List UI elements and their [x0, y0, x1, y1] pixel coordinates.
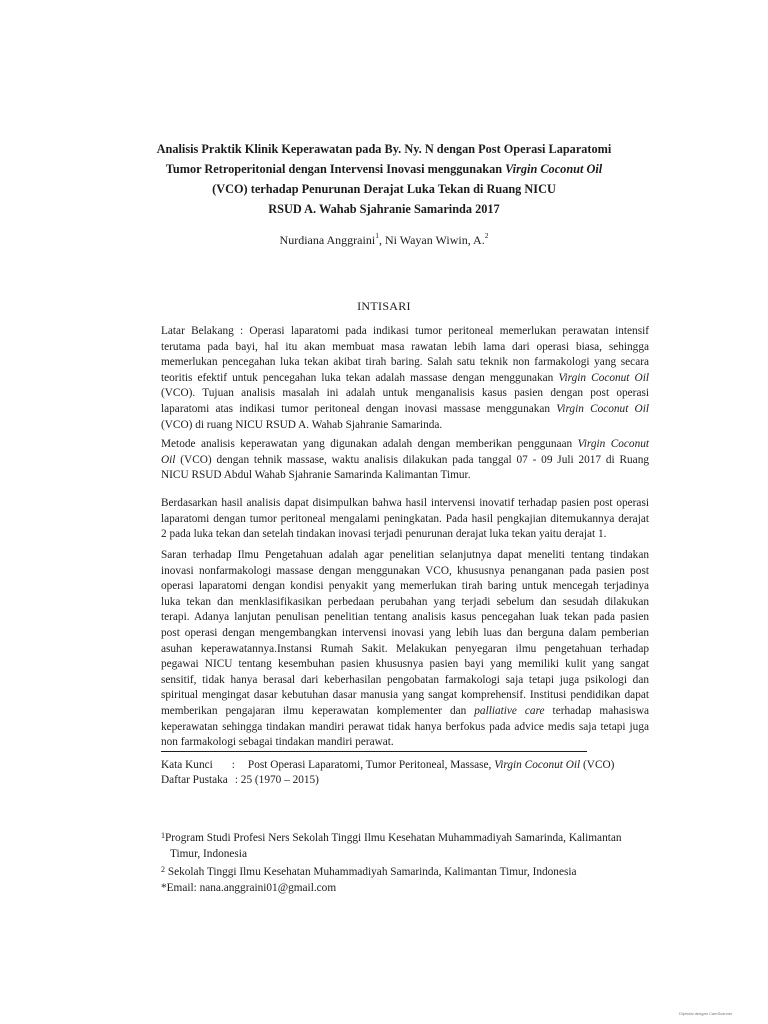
- text-line: terutama pada bayi, hal itu akan membuat masa rawatan lebih lama dari operasi biasa, sehingga: [161, 340, 649, 353]
- text-line: (VCO) di ruang NICU RSUD A. Wahab Sjahranie Samarinda.: [161, 418, 443, 431]
- italic-term: Virgin Coconut Oil: [558, 371, 649, 384]
- text-line: Saran terhadap Ilmu Pengetahuan adalah agar penelitian selanjutnya dapat meneliti tentang tindakan: [161, 549, 649, 561]
- abstract-paragraph-method: [161, 437, 649, 484]
- text-line: [161, 437, 649, 453]
- text-run: Sekolah Tinggi Ilmu Kesehatan Muhammadiyah Samarinda, Kalimantan Timur, Indonesia: [165, 866, 577, 878]
- text-line: pegawai NICU tentang kesembuhan pasien khususnya pasien bayi yang memiliki kulit yang sangat: [161, 658, 649, 671]
- text-run: teoritis efektif untuk pencegahan luka tekan adalah massase dengan menggunakan: [161, 371, 559, 384]
- author-1: Nurdiana Anggraini: [279, 233, 376, 247]
- text-run: Metode analisis keperawatan yang digunakan adalah dengan memberikan penggunaan: [161, 438, 578, 450]
- text-line: terapi. Adanya lanjutan penulisan penelitian tentang analisis kasus pencegahan luak tekan pada pasien: [161, 611, 649, 624]
- title-line-4: RSUD A. Wahab Sjahranie Samarinda 2017: [268, 202, 500, 216]
- text-run: terhadap mahasiswa: [544, 704, 649, 717]
- text-line: operasi laparatomi dengan kondisi penyakit yang memerlukan tirah baring untuk mencegah terjadinya: [161, 580, 649, 593]
- text-line: post operasi dengan mengembangkan intervensi inovasi yang lebih luas dan berguna dalam pemberian: [161, 626, 649, 639]
- text-line: [161, 371, 649, 387]
- abstract-paragraph-result: [161, 496, 649, 543]
- bibliography-value: : 25 (1970 – 2015): [234, 774, 319, 786]
- keywords-label: Kata Kunci: [161, 759, 213, 771]
- text-line: inovasi nonfarmakologi massase dengan menggunakan VCO, khususnya penanganan pada pasien post: [161, 564, 649, 577]
- text-line: Latar Belakang : Operasi laparatomi pada indikasi tumor peritoneal memerlukan perawatan intensif: [161, 325, 649, 337]
- title-line-1: Analisis Praktik Klinik Keperawatan pada By. Ny. N dengan Post Operasi Laparatomi: [156, 142, 612, 156]
- footnote-email: *Email: nana.anggraini01@gmail.com: [161, 881, 337, 894]
- text-line: keperawatan sehingga tindakan mandiri perawat tidak hanya berfokus pada advice medis saja tetapi juga: [161, 720, 649, 733]
- footnote-marker: 1: [161, 831, 165, 840]
- text-line: [161, 865, 577, 881]
- title-line-2: [120, 159, 648, 179]
- scanner-watermark: Dipindai dengan CamScanner: [679, 1011, 733, 1016]
- italic-term: palliative care: [474, 704, 545, 717]
- italic-term: Virgin Coconut Oil: [494, 759, 581, 771]
- text-line: laparatomi dengan tumor peritoneal mengalami peningkatan. Pada hasil pengkajian ditemukannya derajat: [161, 512, 649, 525]
- text-line: [161, 402, 649, 418]
- keywords-value-suffix: (VCO): [580, 759, 615, 771]
- author-2: , Ni Wayan Wiwin, A.: [378, 233, 485, 247]
- text-line: [161, 831, 622, 847]
- abstract-paragraph-suggestion: [161, 548, 649, 751]
- text-run: memberikan pengajaran ilmu keperawatan komplementer dan: [161, 704, 475, 717]
- title-line-2-text: Tumor Retroperitonial dengan Intervensi Inovasi menggunakan: [165, 162, 506, 176]
- italic-term: Oil: [161, 453, 176, 466]
- italic-term: Virgin Coconut: [577, 438, 650, 450]
- text-line: 2 pada luka tekan dan setelah tindakan inovasi terjadi penurunan derajat luka tekan yaitu derajat 1.: [161, 528, 607, 541]
- text-line: non farmakologi sebagai tindakan mandiri perawat.: [161, 736, 394, 749]
- text-run: laparatomi atas indikasi tumor peritoneal dengan inovasi massase menggunakan: [161, 402, 557, 415]
- text-line: [161, 453, 649, 469]
- footnote-marker: 2: [161, 865, 165, 874]
- bibliography-row: [161, 774, 319, 786]
- text-line: [161, 704, 649, 720]
- author-1-affiliation: 1: [375, 231, 379, 240]
- footnote-affiliation-2: [161, 865, 577, 896]
- text-line: Berdasarkan hasil analisis dapat disimpulkan bahwa hasil intervensi inovatif terhadap pasien post operasi: [161, 497, 649, 509]
- text-line: (VCO). Tujuan analisis masalah ini adalah untuk menganalisis kasus pasien dengan post operasi: [161, 387, 649, 400]
- text-line: sensitif, tidak hanya berasal dari keberhasilan pengobatan farmakologi saja tetapi juga psikologi dan: [161, 673, 649, 686]
- text-line: memerlukan pencegahan luka tekan akibat tirah baring. Salah satu teknik non farmakologi yang secara: [161, 356, 649, 369]
- text-run: (VCO) dengan tehnik massase, waktu analisis dilakukan pada tanggal 07 - 09 Juli 2017 di Ruang: [175, 453, 649, 466]
- author-2-affiliation: 2: [484, 231, 489, 240]
- text-line: luka tekan dan menklasifikasikan perbedaan perubahan yang terjadi sebelum dan sesudah dilakukan: [161, 595, 649, 608]
- abstract-paragraph-background: [161, 324, 649, 433]
- title-line-3: (VCO) terhadap Penurunan Derajat Luka Tekan di Ruang NICU: [212, 182, 556, 196]
- footnote-affiliation-1: [161, 831, 622, 862]
- keywords-row: [161, 759, 614, 771]
- keywords-colon: :: [231, 759, 235, 771]
- keywords-value: Post Operasi Laparatomi, Tumor Peritoneal, Massase,: [247, 759, 495, 771]
- divider-line: [161, 751, 587, 752]
- text-line: NICU RSUD Abdul Wahab Sjahranie Samarinda Kalimantan Timur.: [161, 469, 471, 482]
- text-line: spiritual mengingat dasar kebutuhan dasar manusia yang sangat komprehensif. Institusi pendidikan dapat: [161, 689, 649, 702]
- title-italic-term: Virgin Coconut Oil: [505, 162, 603, 176]
- text-run: Program Studi Profesi Ners Sekolah Tinggi Ilmu Kesehatan Muhammadiyah Samarinda, Kalimantan: [165, 832, 622, 844]
- bibliography-label: Daftar Pustaka: [161, 774, 228, 786]
- author-list: [120, 233, 648, 248]
- italic-term: Virgin Coconut Oil: [556, 402, 649, 415]
- paper-title: [120, 139, 648, 219]
- text-line: Timur, Indonesia: [170, 847, 247, 860]
- text-line: asuhan keperawatannya.Instansi Rumah Sakit. Melakukan penyegaran ilmu pengetahuan terhadap: [161, 642, 649, 655]
- section-heading-intisari: INTISARI: [357, 299, 411, 313]
